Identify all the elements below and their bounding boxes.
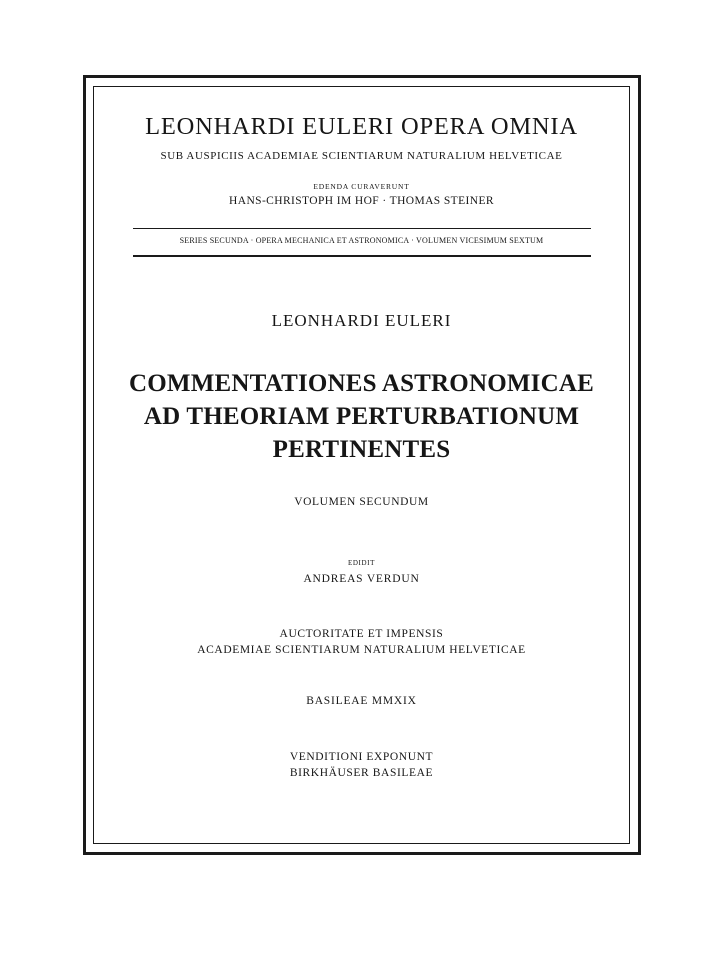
series-editors: HANS-CHRISTOPH IM HOF · THOMAS STEINER bbox=[229, 195, 494, 207]
editors-label: EDENDA CURAVERUNT bbox=[313, 182, 410, 191]
volume-label: VOLUMEN SECUNDUM bbox=[294, 496, 429, 508]
auctoritate-line: AUCTORITATE ET IMPENSIS bbox=[279, 628, 444, 640]
main-title bbox=[93, 367, 630, 466]
main-title-line: COMMENTATIONES ASTRONOMICAE bbox=[129, 370, 594, 397]
volume-editor: ANDREAS VERDUN bbox=[303, 573, 420, 585]
divider-rule-top bbox=[133, 228, 591, 229]
author: LEONHARDI EULERI bbox=[271, 311, 452, 330]
auctoritate-block bbox=[93, 626, 630, 658]
divider-rule-bottom bbox=[133, 255, 591, 257]
publisher-line: VENDITIONI EXPONUNT bbox=[289, 751, 434, 763]
series-title: LEONHARDI EULERI OPERA OMNIA bbox=[145, 113, 578, 140]
publisher-block bbox=[93, 749, 630, 781]
auctoritate-line: ACADEMIAE SCIENTIARUM NATURALIUM HELVETICAE bbox=[197, 644, 526, 656]
publisher-line: BIRKHÄUSER BASILEAE bbox=[289, 767, 434, 779]
series-info: SERIES SECUNDA · OPERA MECHANICA ET ASTRONOMICA · VOLUMEN VICESIMUM SEXTUM bbox=[179, 236, 544, 245]
series-subtitle: SUB AUSPICIIS ACADEMIAE SCIENTIARUM NATURALIUM HELVETICAE bbox=[160, 150, 563, 162]
main-title-line: AD THEORIAM PERTURBATIONUM bbox=[143, 403, 580, 430]
edidit-label: EDIDIT bbox=[348, 559, 375, 567]
main-title-line: PERTINENTES bbox=[272, 436, 451, 463]
place-year: BASILEAE MMXIX bbox=[306, 695, 417, 707]
